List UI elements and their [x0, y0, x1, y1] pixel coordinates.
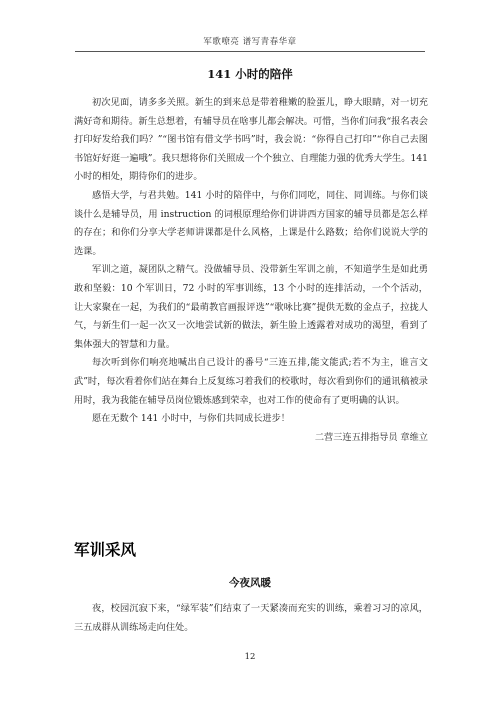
- paragraph: 愿在无数个 141 小时中，与你们共同成长进步！: [92, 413, 290, 425]
- running-header: 军歌嘹亮 谱写青春华章: [203, 37, 297, 47]
- article-title: 141 小时的陪伴: [207, 67, 293, 81]
- paragraph: 夜，校园沉寂下来，“绿军装”们结束了一天紧凑而充实的训练，乘着习习的凉风，三五成群从训练场走向住处。: [74, 603, 428, 633]
- article-subtitle: 今夜风暖: [229, 577, 271, 589]
- header-divider: [75, 51, 425, 52]
- paragraph: 军训之道，凝团队之精气。没做辅导员、没带新生军训之前，不知道学生是如此勇敢和坚毅：10 个军训日，72 小时的军事训练，13 个小时的连排活动，一个个活动，让大家聚在一起，为我们的“最萌教官画报评选”“歌咏比赛”提供无数的金点子，拉拢人气，与新生们一起一次又一次地尝试新的做法，新生脸上透露着对成功的渴望，看到了集体强大的智慧和力量。: [74, 264, 428, 350]
- paragraph: 初次见面，请多多关照。新生的到来总是带着稚嫩的脸蛋儿，睁大眼睛，对一切充满好奇和期待。新生总想着，有辅导员在啥事儿都会解决。可惜，当你们问我“报名表会打印好发给我们吗？”“图书馆有借文学书吗”时，我会说：“你得自己打印”“你自己去图书馆好好逛一遍哦”。我只想将你们关照成一个个独立、自理能力强的优秀大学生。141 小时的相处，期待你们的进步。: [74, 97, 428, 183]
- article-body: [74, 94, 428, 447]
- section-heading: 军训采风: [74, 541, 137, 559]
- page-number: 12: [244, 652, 256, 662]
- paragraph: 每次听到你们响亮地喊出自己设计的番号“三连五排,能文能武;若不为主，谁言文武”时，每次看着你们站在舞台上反复练习着我们的校歌时，每次看到你们的通讯稿被录用时，我为我能在辅导员岗位锻炼感到荣幸，也对工作的使命有了更明确的认识。: [74, 357, 428, 406]
- article2-body: [74, 600, 428, 637]
- paragraph: 感悟大学，与君共勉。141 小时的陪伴中，与你们同吃，同住、同训练。与你们谈谈什么是辅导员，用 instruction 的词根原理给你们讲讲西方国家的辅导员都是怎么样的存在；和你们分享大学老师讲课都是什么风格，上课是什么路数；给你们说说大学的选课。: [74, 189, 428, 257]
- author-signature: 二营三连五排指导员 章维立: [314, 431, 428, 443]
